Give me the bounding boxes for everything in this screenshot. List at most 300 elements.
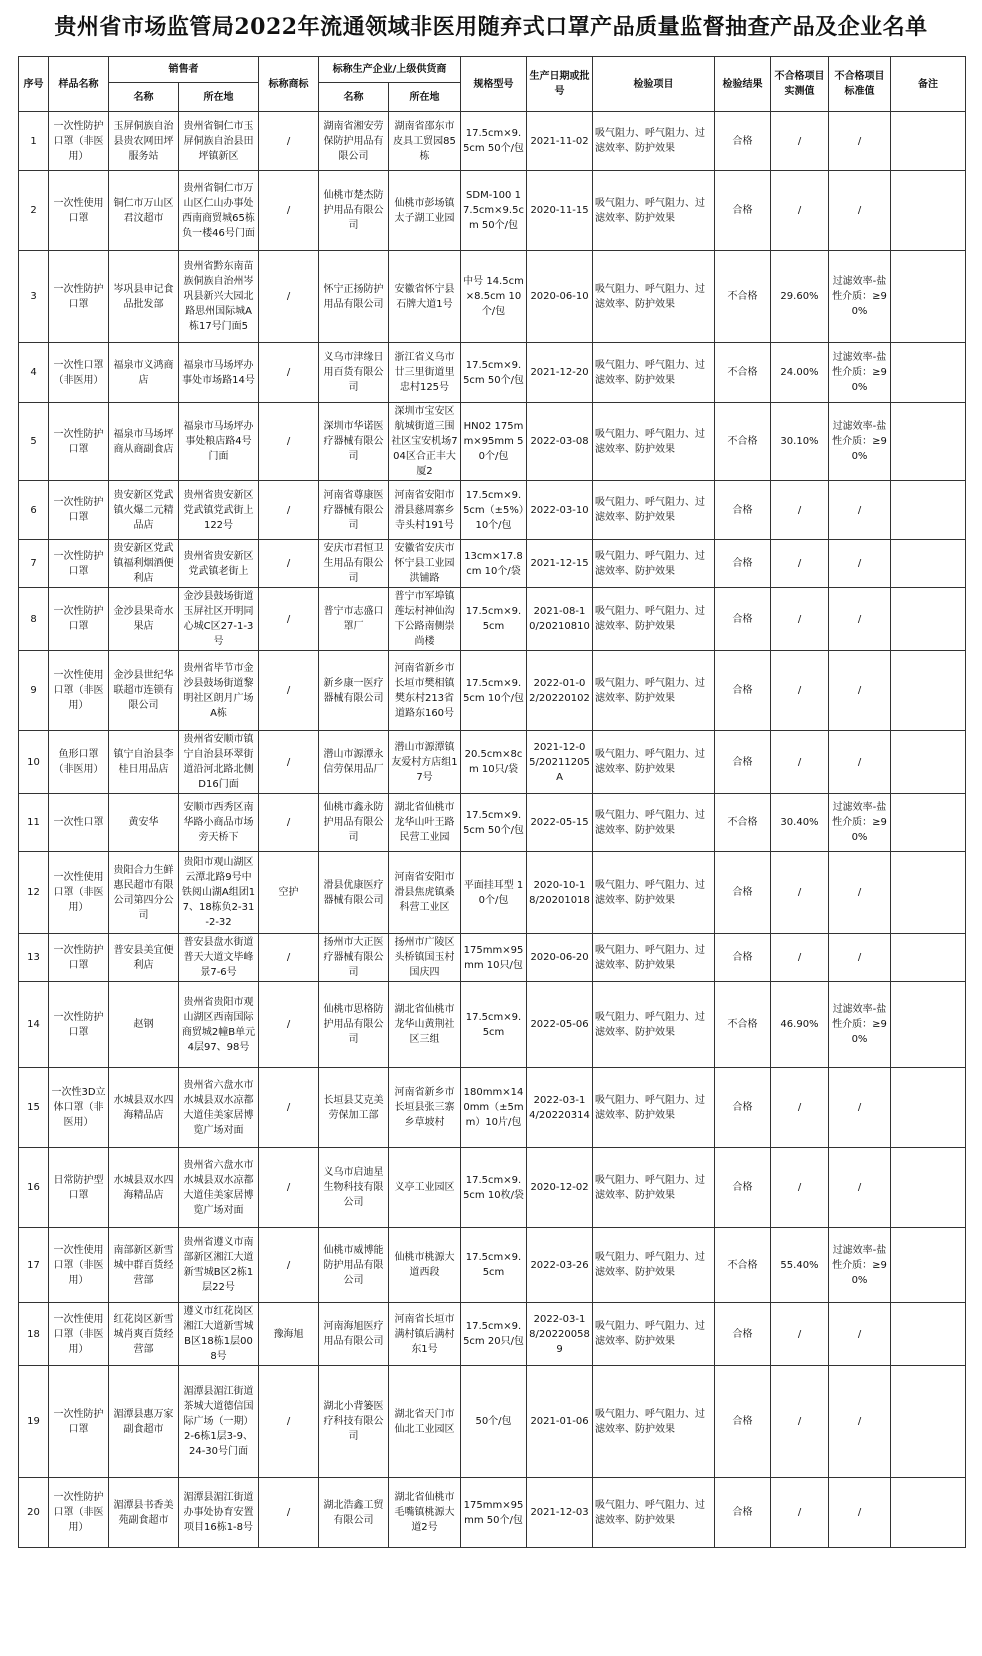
cell-maker-name: 河南省尊康医疗器械有限公司: [319, 481, 389, 540]
cell-seller-name: 金沙县果奇水果店: [109, 588, 179, 651]
cell-measured: /: [771, 1303, 829, 1366]
cell-trademark: /: [259, 403, 319, 481]
cell-remark: [891, 982, 966, 1068]
cell-sample: 一次性防护口罩（非医用）: [49, 112, 109, 171]
cell-sample: 一次性防护口罩: [49, 982, 109, 1068]
cell-maker-name: 河南海旭医疗用品有限公司: [319, 1303, 389, 1366]
cell-result: 合格: [715, 481, 771, 540]
cell-trademark: 空护: [259, 852, 319, 934]
cell-measured: /: [771, 481, 829, 540]
cell-remark: [891, 481, 966, 540]
table-row: [19, 403, 966, 481]
cell-date: 2021-12-20: [527, 343, 593, 403]
cell-remark: [891, 731, 966, 794]
cell-measured: /: [771, 1148, 829, 1228]
cell-measured: 46.90%: [771, 982, 829, 1068]
cell-seller-name: 贵安新区党武镇火爆二元精品店: [109, 481, 179, 540]
cell-seq: 9: [19, 651, 49, 731]
cell-sample: 一次性使用口罩: [49, 171, 109, 251]
cell-standard: 过滤效率-盐性介质：≥90%: [829, 1228, 891, 1303]
cell-trademark: /: [259, 1366, 319, 1478]
table-row: [19, 794, 966, 852]
cell-items: 吸气阻力、呼气阻力、过滤效率、防护效果: [593, 251, 715, 343]
table-row: [19, 1478, 966, 1548]
cell-spec: SDM-100 17.5cm×9.5cm 50个/包: [461, 171, 527, 251]
cell-trademark: /: [259, 731, 319, 794]
cell-result: 合格: [715, 852, 771, 934]
cell-maker-name: 湖南省湘安劳保防护用品有限公司: [319, 112, 389, 171]
table-body: [19, 112, 966, 1548]
cell-maker-name: 扬州市大正医疗器械有限公司: [319, 934, 389, 982]
cell-maker-addr: 河南省新乡市长垣县张三寨乡草坡村: [389, 1068, 461, 1148]
cell-seller-addr: 普安县盘水街道普天大道文毕峰景7-6号: [179, 934, 259, 982]
header-items: 检验项目: [593, 57, 715, 112]
cell-seller-addr: 福泉市马场坪办事处市场路14号: [179, 343, 259, 403]
cell-items: 吸气阻力、呼气阻力、过滤效率、防护效果: [593, 1303, 715, 1366]
cell-maker-addr: 潜山市源潭镇友爱村方店组17号: [389, 731, 461, 794]
cell-seq: 4: [19, 343, 49, 403]
cell-sample: 一次性使用口罩（非医用）: [49, 651, 109, 731]
cell-seller-addr: 贵州省贵阳市观山湖区西南国际商贸城2幢B单元4层97、98号: [179, 982, 259, 1068]
cell-seller-name: 南部新区新雪城中群百货经营部: [109, 1228, 179, 1303]
cell-seller-addr: 福泉市马场坪办事处粮店路4号门面: [179, 403, 259, 481]
cell-seller-addr: 贵州省铜仁市玉屏侗族自治县田坪镇新区: [179, 112, 259, 171]
cell-result: 合格: [715, 1478, 771, 1548]
cell-date: 2021-12-15: [527, 540, 593, 588]
header-spec: 规格型号: [461, 57, 527, 112]
cell-remark: [891, 588, 966, 651]
cell-seller-addr: 贵州省遵义市南部新区湘江大道新雪城B区2栋1层22号: [179, 1228, 259, 1303]
cell-seq: 10: [19, 731, 49, 794]
cell-sample: 一次性使用口罩（非医用）: [49, 852, 109, 934]
cell-seller-addr: 贵州省六盘水市水城县双水凉都大道佳美家居博览广场对面: [179, 1148, 259, 1228]
header-seller: 销售者: [109, 57, 259, 83]
cell-trademark: /: [259, 794, 319, 852]
cell-seller-name: 水城县双水四海精品店: [109, 1148, 179, 1228]
cell-maker-addr: 湖北省天门市仙北工业园区: [389, 1366, 461, 1478]
table-row: [19, 852, 966, 934]
cell-seq: 8: [19, 588, 49, 651]
cell-date: 2022-01-02/20220102: [527, 651, 593, 731]
cell-seller-addr: 贵阳市观山湖区云潭北路9号中铁阅山湖A组团17、18栋负2-31-2-32: [179, 852, 259, 934]
cell-spec: 17.5cm×9.5cm（±5%）10个/包: [461, 481, 527, 540]
cell-spec: 50个/包: [461, 1366, 527, 1478]
cell-maker-addr: 义亭工业园区: [389, 1148, 461, 1228]
cell-seq: 6: [19, 481, 49, 540]
cell-trademark: /: [259, 540, 319, 588]
cell-remark: [891, 251, 966, 343]
cell-result: 不合格: [715, 403, 771, 481]
cell-seq: 3: [19, 251, 49, 343]
cell-maker-name: 普宁市志盛口罩厂: [319, 588, 389, 651]
cell-items: 吸气阻力、呼气阻力、过滤效率、防护效果: [593, 982, 715, 1068]
cell-maker-name: 义乌市启迪星生物科技有限公司: [319, 1148, 389, 1228]
cell-seller-addr: 遵义市红花岗区湘江大道新雪城B区18栋1层008号: [179, 1303, 259, 1366]
cell-maker-addr: 安徽省怀宁县石牌大道1号: [389, 251, 461, 343]
cell-seller-name: 赵钢: [109, 982, 179, 1068]
cell-maker-addr: 湖北省仙桃市毛嘴镇桃源大道2号: [389, 1478, 461, 1548]
cell-seller-addr: 贵州省黔东南苗族侗族自治州岑巩县新兴大园北路思州国际城A栋17号门面5: [179, 251, 259, 343]
cell-remark: [891, 934, 966, 982]
cell-date: 2022-05-06: [527, 982, 593, 1068]
table-row: [19, 343, 966, 403]
cell-maker-name: 深圳市华诺医疗器械有限公司: [319, 403, 389, 481]
cell-standard: /: [829, 540, 891, 588]
cell-trademark: /: [259, 1068, 319, 1148]
cell-result: 不合格: [715, 251, 771, 343]
cell-date: 2021-12-05/20211205A: [527, 731, 593, 794]
cell-spec: 17.5cm×9.5cm 50个/包: [461, 112, 527, 171]
cell-trademark: /: [259, 934, 319, 982]
cell-seq: 5: [19, 403, 49, 481]
cell-sample: 一次性防护口罩: [49, 1366, 109, 1478]
cell-sample: 一次性防护口罩: [49, 403, 109, 481]
cell-seq: 1: [19, 112, 49, 171]
cell-result: 合格: [715, 588, 771, 651]
cell-measured: /: [771, 540, 829, 588]
header-maker-name: 名称: [319, 83, 389, 112]
cell-seller-name: 贵安新区党武镇福利烟酒便利店: [109, 540, 179, 588]
cell-maker-name: 仙桃市威博能防护用品有限公司: [319, 1228, 389, 1303]
cell-sample: 一次性防护口罩: [49, 540, 109, 588]
cell-standard: /: [829, 1366, 891, 1478]
cell-seq: 15: [19, 1068, 49, 1148]
cell-date: 2020-11-15: [527, 171, 593, 251]
cell-seller-addr: 贵州省毕节市金沙县鼓场街道黎明社区朗月广场A栋: [179, 651, 259, 731]
cell-trademark: /: [259, 1478, 319, 1548]
cell-remark: [891, 1303, 966, 1366]
cell-maker-name: 义乌市津缘日用百货有限公司: [319, 343, 389, 403]
cell-measured: /: [771, 112, 829, 171]
table-header: [19, 57, 966, 112]
cell-maker-addr: 仙桃市彭场镇太子湖工业园: [389, 171, 461, 251]
cell-seller-name: 普安县美宜便利店: [109, 934, 179, 982]
cell-maker-name: 潜山市源潭永信劳保用品厂: [319, 731, 389, 794]
cell-spec: 20.5cm×8cm 10只/袋: [461, 731, 527, 794]
cell-trademark: /: [259, 343, 319, 403]
cell-items: 吸气阻力、呼气阻力、过滤效率、防护效果: [593, 481, 715, 540]
cell-seller-addr: 贵州省安顺市镇宁自治县环翠街道沿河北路北侧D16门面: [179, 731, 259, 794]
cell-items: 吸气阻力、呼气阻力、过滤效率、防护效果: [593, 1068, 715, 1148]
cell-standard: /: [829, 1303, 891, 1366]
cell-measured: 29.60%: [771, 251, 829, 343]
cell-seq: 12: [19, 852, 49, 934]
cell-seller-name: 金沙县世纪华联超市连锁有限公司: [109, 651, 179, 731]
cell-result: 合格: [715, 171, 771, 251]
cell-remark: [891, 1068, 966, 1148]
cell-standard: /: [829, 852, 891, 934]
cell-spec: 17.5cm×9.5cm 20只/包: [461, 1303, 527, 1366]
cell-date: 2021-01-06: [527, 1366, 593, 1478]
table-row: [19, 1303, 966, 1366]
cell-seller-name: 镇宁自治县李桂日用品店: [109, 731, 179, 794]
table-row: [19, 540, 966, 588]
cell-spec: 180mm×140mm（±5mm）10片/包: [461, 1068, 527, 1148]
header-seller-name: 名称: [109, 83, 179, 112]
cell-seq: 13: [19, 934, 49, 982]
cell-seller-name: 贵阳合力生鲜惠民超市有限公司第四分公司: [109, 852, 179, 934]
cell-standard: 过滤效率-盐性介质：≥90%: [829, 251, 891, 343]
cell-remark: [891, 112, 966, 171]
cell-spec: 中号 14.5cm×8.5cm 10个/包: [461, 251, 527, 343]
table-row: [19, 1068, 966, 1148]
cell-sample: 一次性口罩（非医用）: [49, 343, 109, 403]
cell-date: 2022-03-08: [527, 403, 593, 481]
cell-standard: /: [829, 934, 891, 982]
cell-remark: [891, 1366, 966, 1478]
cell-items: 吸气阻力、呼气阻力、过滤效率、防护效果: [593, 403, 715, 481]
cell-result: 合格: [715, 1303, 771, 1366]
cell-date: 2022-03-14/20220314: [527, 1068, 593, 1148]
cell-spec: 175mm×95mm 50个/包: [461, 1478, 527, 1548]
cell-sample: 日常防护型口罩: [49, 1148, 109, 1228]
cell-seq: 2: [19, 171, 49, 251]
cell-date: 2020-06-20: [527, 934, 593, 982]
table-row: [19, 588, 966, 651]
header-date: 生产日期或批号: [527, 57, 593, 112]
cell-seq: 19: [19, 1366, 49, 1478]
cell-measured: 30.10%: [771, 403, 829, 481]
cell-seller-name: 玉屏侗族自治县贵农网田坪服务站: [109, 112, 179, 171]
cell-trademark: /: [259, 481, 319, 540]
cell-trademark: /: [259, 112, 319, 171]
cell-maker-addr: 河南省安阳市滑县焦虎镇桑科营工业区: [389, 852, 461, 934]
cell-date: 2020-06-10: [527, 251, 593, 343]
header-sample: 样品名称: [49, 57, 109, 112]
cell-seq: 20: [19, 1478, 49, 1548]
cell-sample: 一次性防护口罩: [49, 934, 109, 982]
cell-sample: 一次性3D立体口罩（非医用）: [49, 1068, 109, 1148]
cell-standard: 过滤效率-盐性介质：≥90%: [829, 343, 891, 403]
cell-seq: 16: [19, 1148, 49, 1228]
cell-date: 2021-12-03: [527, 1478, 593, 1548]
header-result: 检验结果: [715, 57, 771, 112]
cell-seq: 11: [19, 794, 49, 852]
cell-measured: 24.00%: [771, 343, 829, 403]
cell-trademark: /: [259, 171, 319, 251]
cell-measured: 55.40%: [771, 1228, 829, 1303]
cell-result: 合格: [715, 934, 771, 982]
cell-maker-addr: 扬州市广陵区头桥镇国玉村国庆四: [389, 934, 461, 982]
cell-seller-name: 铜仁市万山区君汶超市: [109, 171, 179, 251]
cell-spec: 17.5cm×9.5cm: [461, 1228, 527, 1303]
table-row: [19, 481, 966, 540]
table-row: [19, 251, 966, 343]
cell-seller-addr: 贵州省贵安新区党武镇党武街上122号: [179, 481, 259, 540]
cell-measured: /: [771, 1366, 829, 1478]
cell-maker-addr: 河南省安阳市滑县慈周寨乡寺头村191号: [389, 481, 461, 540]
cell-items: 吸气阻力、呼气阻力、过滤效率、防护效果: [593, 1478, 715, 1548]
cell-spec: 17.5cm×9.5cm 10个/包: [461, 651, 527, 731]
cell-standard: /: [829, 651, 891, 731]
cell-maker-name: 仙桃市思格防护用品有限公司: [319, 982, 389, 1068]
cell-result: 合格: [715, 731, 771, 794]
cell-seq: 17: [19, 1228, 49, 1303]
cell-remark: [891, 794, 966, 852]
cell-items: 吸气阻力、呼气阻力、过滤效率、防护效果: [593, 343, 715, 403]
table-row: [19, 1148, 966, 1228]
cell-items: 吸气阻力、呼气阻力、过滤效率、防护效果: [593, 1366, 715, 1478]
cell-items: 吸气阻力、呼气阻力、过滤效率、防护效果: [593, 934, 715, 982]
cell-spec: 17.5cm×9.5cm 10枚/袋: [461, 1148, 527, 1228]
cell-date: 2020-12-02: [527, 1148, 593, 1228]
cell-standard: 过滤效率-盐性介质：≥90%: [829, 794, 891, 852]
cell-standard: /: [829, 588, 891, 651]
cell-items: 吸气阻力、呼气阻力、过滤效率、防护效果: [593, 852, 715, 934]
cell-standard: /: [829, 731, 891, 794]
cell-spec: 平面挂耳型 10个/包: [461, 852, 527, 934]
cell-remark: [891, 403, 966, 481]
cell-date: 2020-10-18/20201018: [527, 852, 593, 934]
cell-measured: /: [771, 651, 829, 731]
cell-items: 吸气阻力、呼气阻力、过滤效率、防护效果: [593, 1148, 715, 1228]
cell-spec: 17.5cm×9.5cm 50个/包: [461, 794, 527, 852]
cell-maker-name: 怀宁正扬防护用品有限公司: [319, 251, 389, 343]
cell-trademark: /: [259, 251, 319, 343]
cell-seller-addr: 贵州省贵安新区党武镇老街上: [179, 540, 259, 588]
cell-result: 不合格: [715, 1228, 771, 1303]
cell-seller-addr: 贵州省六盘水市水城县双水凉都大道佳美家居博览广场对面: [179, 1068, 259, 1148]
cell-sample: 一次性防护口罩: [49, 251, 109, 343]
cell-sample: 一次性使用口罩（非医用）: [49, 1303, 109, 1366]
header-maker: 标称生产企业/上级供货商: [319, 57, 461, 83]
cell-standard: 过滤效率-盐性介质：≥90%: [829, 982, 891, 1068]
cell-measured: /: [771, 852, 829, 934]
cell-remark: [891, 1478, 966, 1548]
cell-spec: HN02 175mm×95mm 50个/包: [461, 403, 527, 481]
cell-standard: /: [829, 1478, 891, 1548]
cell-date: 2021-11-02: [527, 112, 593, 171]
table-row: [19, 112, 966, 171]
cell-seller-addr: 湄潭县湄江街道茶城大道德信国际广场（一期）2-6栋1层3-9、24-30号门面: [179, 1366, 259, 1478]
cell-result: 合格: [715, 651, 771, 731]
cell-date: 2021-08-10/20210810: [527, 588, 593, 651]
cell-result: 不合格: [715, 982, 771, 1068]
cell-maker-name: 长垣县艾克美劳保加工部: [319, 1068, 389, 1148]
cell-standard: /: [829, 1068, 891, 1148]
cell-date: 2022-03-10: [527, 481, 593, 540]
cell-spec: 17.5cm×9.5cm 50个/包: [461, 343, 527, 403]
header-remark: 备注: [891, 57, 966, 112]
cell-measured: /: [771, 934, 829, 982]
cell-trademark: /: [259, 651, 319, 731]
cell-measured: /: [771, 171, 829, 251]
cell-seller-name: 湄潭县惠万家副食超市: [109, 1366, 179, 1478]
cell-seq: 14: [19, 982, 49, 1068]
cell-maker-addr: 河南省新乡市长垣市樊相镇樊东村213省道路东160号: [389, 651, 461, 731]
cell-maker-name: 仙桃市楚杰防护用品有限公司: [319, 171, 389, 251]
cell-remark: [891, 171, 966, 251]
cell-date: 2022-03-26: [527, 1228, 593, 1303]
cell-trademark: /: [259, 1228, 319, 1303]
cell-date: 2022-05-15: [527, 794, 593, 852]
cell-maker-addr: 湖南省邵东市皮具工贸园85栋: [389, 112, 461, 171]
table-row: [19, 982, 966, 1068]
cell-seller-name: 湄潭县书香美苑副食超市: [109, 1478, 179, 1548]
cell-sample: 一次性防护口罩: [49, 481, 109, 540]
cell-standard: 过滤效率-盐性介质：≥90%: [829, 403, 891, 481]
cell-result: 合格: [715, 1366, 771, 1478]
cell-items: 吸气阻力、呼气阻力、过滤效率、防护效果: [593, 794, 715, 852]
cell-remark: [891, 540, 966, 588]
cell-maker-name: 湖北小背篓医疗科技有限公司: [319, 1366, 389, 1478]
cell-seller-name: 福泉市义鸿商店: [109, 343, 179, 403]
cell-maker-name: 新乡康一医疗器械有限公司: [319, 651, 389, 731]
cell-maker-addr: 湖北省仙桃市龙华山黄荆社区三组: [389, 982, 461, 1068]
cell-seller-name: 红花岗区新雪城肖爽百货经营部: [109, 1303, 179, 1366]
cell-standard: /: [829, 481, 891, 540]
cell-seller-addr: 安顺市西秀区南华路小商品市场旁天桥下: [179, 794, 259, 852]
cell-seq: 7: [19, 540, 49, 588]
cell-remark: [891, 343, 966, 403]
cell-date: 2022-03-18/202200589: [527, 1303, 593, 1366]
header-seq: 序号: [19, 57, 49, 112]
cell-items: 吸气阻力、呼气阻力、过滤效率、防护效果: [593, 171, 715, 251]
table-row: [19, 934, 966, 982]
cell-seq: 18: [19, 1303, 49, 1366]
cell-maker-addr: 普宁市军埠镇莲坛村神仙沟下公路南侧崇尚楼: [389, 588, 461, 651]
cell-spec: 13cm×17.8cm 10个/袋: [461, 540, 527, 588]
cell-items: 吸气阻力、呼气阻力、过滤效率、防护效果: [593, 651, 715, 731]
table-row: [19, 1228, 966, 1303]
cell-trademark: /: [259, 982, 319, 1068]
cell-result: 合格: [715, 540, 771, 588]
cell-maker-name: 滑县优康医疗器械有限公司: [319, 852, 389, 934]
cell-items: 吸气阻力、呼气阻力、过滤效率、防护效果: [593, 112, 715, 171]
cell-seller-name: 黄安华: [109, 794, 179, 852]
cell-maker-name: 湖北浩鑫工贸有限公司: [319, 1478, 389, 1548]
cell-maker-addr: 深圳市宝安区航城街道三围社区宝安机场704区合正丰大厦2: [389, 403, 461, 481]
cell-maker-addr: 浙江省义乌市廿三里街道里忠村125号: [389, 343, 461, 403]
cell-result: 合格: [715, 1148, 771, 1228]
cell-seller-name: 福泉市马场坪商从商副食店: [109, 403, 179, 481]
cell-measured: /: [771, 1478, 829, 1548]
cell-remark: [891, 852, 966, 934]
header-maker-addr: 所在地: [389, 83, 461, 112]
table-row: [19, 651, 966, 731]
cell-maker-addr: 湖北省仙桃市龙华山叶王路民营工业园: [389, 794, 461, 852]
cell-standard: /: [829, 1148, 891, 1228]
cell-seller-name: 水城县双水四海精品店: [109, 1068, 179, 1148]
cell-result: 合格: [715, 1068, 771, 1148]
cell-result: 不合格: [715, 343, 771, 403]
cell-seller-addr: 贵州省铜仁市万山区仁山办事处西南商贸城65栋负一楼46号门面: [179, 171, 259, 251]
product-table: [18, 56, 966, 1548]
cell-measured: /: [771, 731, 829, 794]
cell-items: 吸气阻力、呼气阻力、过滤效率、防护效果: [593, 1228, 715, 1303]
cell-trademark: /: [259, 588, 319, 651]
cell-items: 吸气阻力、呼气阻力、过滤效率、防护效果: [593, 540, 715, 588]
cell-items: 吸气阻力、呼气阻力、过滤效率、防护效果: [593, 588, 715, 651]
cell-measured: /: [771, 588, 829, 651]
cell-sample: 鱼形口罩（非医用）: [49, 731, 109, 794]
header-standard: 不合格项目标准值: [829, 57, 891, 112]
cell-measured: 30.40%: [771, 794, 829, 852]
cell-trademark: 豫海旭: [259, 1303, 319, 1366]
table-row: [19, 1366, 966, 1478]
cell-items: 吸气阻力、呼气阻力、过滤效率、防护效果: [593, 731, 715, 794]
cell-result: 合格: [715, 112, 771, 171]
cell-sample: 一次性防护口罩（非医用）: [49, 1478, 109, 1548]
cell-maker-addr: 仙桃市桃源大道西段: [389, 1228, 461, 1303]
cell-result: 不合格: [715, 794, 771, 852]
table-row: [19, 731, 966, 794]
cell-measured: /: [771, 1068, 829, 1148]
header-seller-addr: 所在地: [179, 83, 259, 112]
document-title: 贵州省市场监管局2022年流通领域非医用随弃式口罩产品质量监督抽查产品及企业名单: [54, 14, 928, 40]
cell-spec: 17.5cm×9.5cm: [461, 588, 527, 651]
cell-maker-name: 安庆市君恒卫生用品有限公司: [319, 540, 389, 588]
